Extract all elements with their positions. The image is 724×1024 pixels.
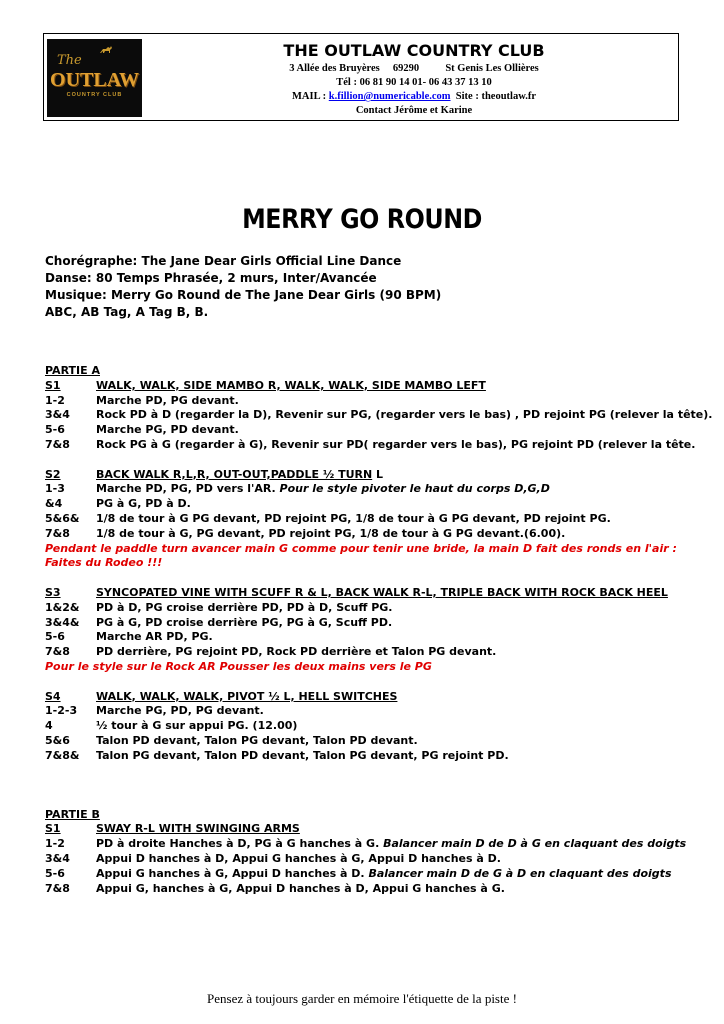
club-mail-line [154, 90, 674, 104]
step-desc: Talon PG devant, Talon PD devant, Talon PG devant, PG rejoint PD. [96, 748, 509, 762]
step-desc: PD à droite Hanches à D, PG à G hanches à G. [96, 837, 384, 851]
section-title-wrap [96, 468, 383, 483]
step-desc: Marche PD, PG, PD vers l'AR. [96, 482, 280, 496]
dance-info [45, 253, 441, 321]
step-line [45, 734, 685, 749]
style-note: Pour le style sur le Rock AR Pousser les deux mains vers le PG [45, 659, 432, 673]
step-line [45, 882, 685, 897]
step-line [45, 423, 685, 438]
site-text: Site : theoutlaw.fr [450, 91, 536, 102]
step-line [45, 482, 685, 497]
step-line [45, 630, 685, 645]
spacer [45, 764, 685, 808]
club-info [154, 40, 674, 118]
section-header [45, 586, 685, 601]
step-desc: Rock PD à D (regarder la D), Revenir sur PG, (regarder vers le bas) , PD rejoint PG (relever la tête). [96, 408, 713, 422]
music: Musique: Merry Go Round de The Jane Dear Girls (90 BPM) [45, 288, 442, 302]
section-header [45, 690, 685, 705]
step-count: 5&6& [45, 511, 80, 525]
club-phone: Tél : 06 81 90 14 01- 06 43 37 13 10 [336, 77, 492, 88]
step-line [45, 601, 685, 616]
logo-subtitle: COUNTRY CLUB [66, 92, 123, 98]
step-count: 7&8 [45, 881, 70, 895]
club-header [43, 33, 679, 121]
step-desc: PD derrière, PG rejoint PD, Rock PD derrière et Talon PG devant. [96, 645, 497, 659]
step-line [45, 749, 685, 764]
step-count: 7&8 [45, 645, 70, 659]
step-desc: Marche PG, PD, PG devant. [96, 704, 264, 718]
email-link[interactable]: k.fillion@numericable.com [328, 91, 451, 102]
step-line [45, 408, 713, 423]
section-number: S3 [45, 585, 61, 599]
dance-type: Danse: 80 Temps Phrasée, 2 murs, Inter/Avancée [45, 271, 377, 285]
step-line [45, 867, 685, 882]
step-line [45, 437, 696, 453]
step-line [45, 497, 685, 512]
section-title: WALK, WALK, SIDE MAMBO R, WALK, WALK, SIDE MAMBO LEFT [96, 378, 486, 392]
step-count: 5&6 [45, 733, 70, 747]
step-style-tip: Pour le style pivoter le haut du corps D,G,D [279, 482, 550, 496]
logo-script: The [57, 53, 82, 68]
section-number: S4 [45, 689, 61, 703]
step-desc: 1/8 de tour à G, PG devant, PD rejoint PG, 1/8 de tour à G PG devant.(6.00). [96, 526, 566, 540]
step-desc: Marche PG, PD devant. [96, 423, 239, 437]
step-desc: Appui D hanches à D, Appui G hanches à G, Appui D hanches à D. [96, 851, 501, 865]
club-contact: Contact Jérôme et Karine [355, 105, 473, 116]
section-number: S1 [45, 378, 61, 392]
section-title: SWAY R-L WITH SWINGING ARMS [96, 822, 300, 836]
step-count: 1-2-3 [45, 704, 78, 718]
club-name: THE OUTLAW COUNTRY CLUB [283, 41, 545, 60]
step-desc: 1/8 de tour à G PG devant, PD rejoint PG, 1/8 de tour à G PG devant, PD rejoint PG. [96, 511, 611, 525]
step-desc: PG à G, PD à D. [96, 497, 191, 511]
step-count: 5-6 [45, 423, 65, 437]
step-count: 3&4& [45, 615, 80, 629]
step-desc: Appui G hanches à G, Appui D hanches à D. [96, 866, 369, 880]
step-line [45, 645, 685, 660]
step-desc-wrap [96, 867, 672, 882]
step-line [45, 527, 685, 542]
section-header [45, 379, 685, 394]
section-title: SYNCOPATED VINE WITH SCUFF R & L, BACK WALK R-L, TRIPLE BACK WITH ROCK BACK HEEL [96, 585, 668, 599]
section-title-tail: L [372, 467, 384, 481]
spacer [45, 453, 685, 468]
part-b-label: PARTIE B [45, 807, 100, 821]
spacer [45, 571, 685, 586]
dance-title: MERRY GO ROUND [242, 204, 482, 235]
step-count: 7&8 [45, 526, 70, 540]
step-line [45, 394, 685, 409]
section-number: S2 [45, 467, 61, 481]
style-note: Pendant le paddle turn avancer main G comme pour tenir une bride, la main D fait des ronds en l'air : [45, 541, 677, 555]
spacer [45, 675, 685, 690]
step-desc: Marche AR PD, PG. [96, 630, 213, 644]
step-desc: ½ tour à G sur appui PG. (12.00) [96, 719, 298, 733]
step-line [45, 704, 685, 719]
outlaw-logo [47, 39, 142, 117]
step-count: 5-6 [45, 866, 65, 880]
step-desc-wrap [96, 837, 686, 852]
step-style-tip: Balancer main D de D à G en claquant des doigts [383, 837, 687, 851]
step-desc-wrap [96, 482, 550, 497]
section-title: WALK, WALK, WALK, PIVOT ½ L, HELL SWITCHES [96, 689, 398, 703]
part-a-label: PARTIE A [45, 364, 100, 377]
step-count: 4 [45, 719, 53, 733]
choreographer: Chorégraphe: The Jane Dear Girls Official Line Dance [45, 254, 402, 268]
section-header [45, 822, 685, 837]
step-count: 1-3 [45, 482, 65, 496]
horse-rider-icon [99, 45, 113, 55]
club-address: 3 Allée des Bruyères 69290 St Genis Les Ollières [289, 63, 539, 74]
section-header [45, 468, 685, 483]
sequence: ABC, AB Tag, A Tag B, B. [45, 305, 209, 319]
step-sheet [45, 364, 713, 896]
logo-wordmark: OUTLAW [50, 69, 139, 91]
step-count: 1-2 [45, 393, 65, 407]
step-desc: Marche PD, PG devant. [96, 393, 239, 407]
step-desc: Appui G, hanches à G, Appui D hanches à D, Appui G hanches à G. [96, 881, 505, 895]
step-desc: Rock PG à G (regarder à G), Revenir sur PD( regarder vers le bas), PG rejoint PD (relever la tête. [96, 437, 696, 451]
step-count: 1&2& [45, 600, 80, 614]
step-count: 3&4 [45, 851, 70, 865]
step-line [45, 512, 685, 527]
step-line [45, 719, 685, 734]
step-desc: Talon PD devant, Talon PG devant, Talon PD devant. [96, 733, 418, 747]
step-line [45, 852, 685, 867]
step-desc: PD à D, PG croise derrière PD, PD à D, Scuff PG. [96, 600, 393, 614]
step-count: 5-6 [45, 630, 65, 644]
step-count: 3&4 [45, 408, 70, 422]
mail-label: MAIL : [292, 91, 329, 102]
step-desc: PG à G, PD croise derrière PG, PG à G, Scuff PD. [96, 615, 393, 629]
step-style-tip: Balancer main D de G à D en claquant des doigts [368, 866, 672, 880]
step-count: 1-2 [45, 837, 65, 851]
step-line [45, 837, 685, 852]
step-count: 7&8 [45, 437, 70, 451]
step-line [45, 616, 685, 631]
footer-note: Pensez à toujours garder en mémoire l'étiquette de la piste ! [207, 991, 517, 1006]
section-title: BACK WALK R,L,R, OUT-OUT,PADDLE ½ TURN [96, 467, 373, 481]
style-note: Faites du Rodeo !!! [45, 556, 163, 570]
step-count: 7&8& [45, 748, 80, 762]
step-count: &4 [45, 497, 63, 511]
section-number: S1 [45, 822, 61, 836]
